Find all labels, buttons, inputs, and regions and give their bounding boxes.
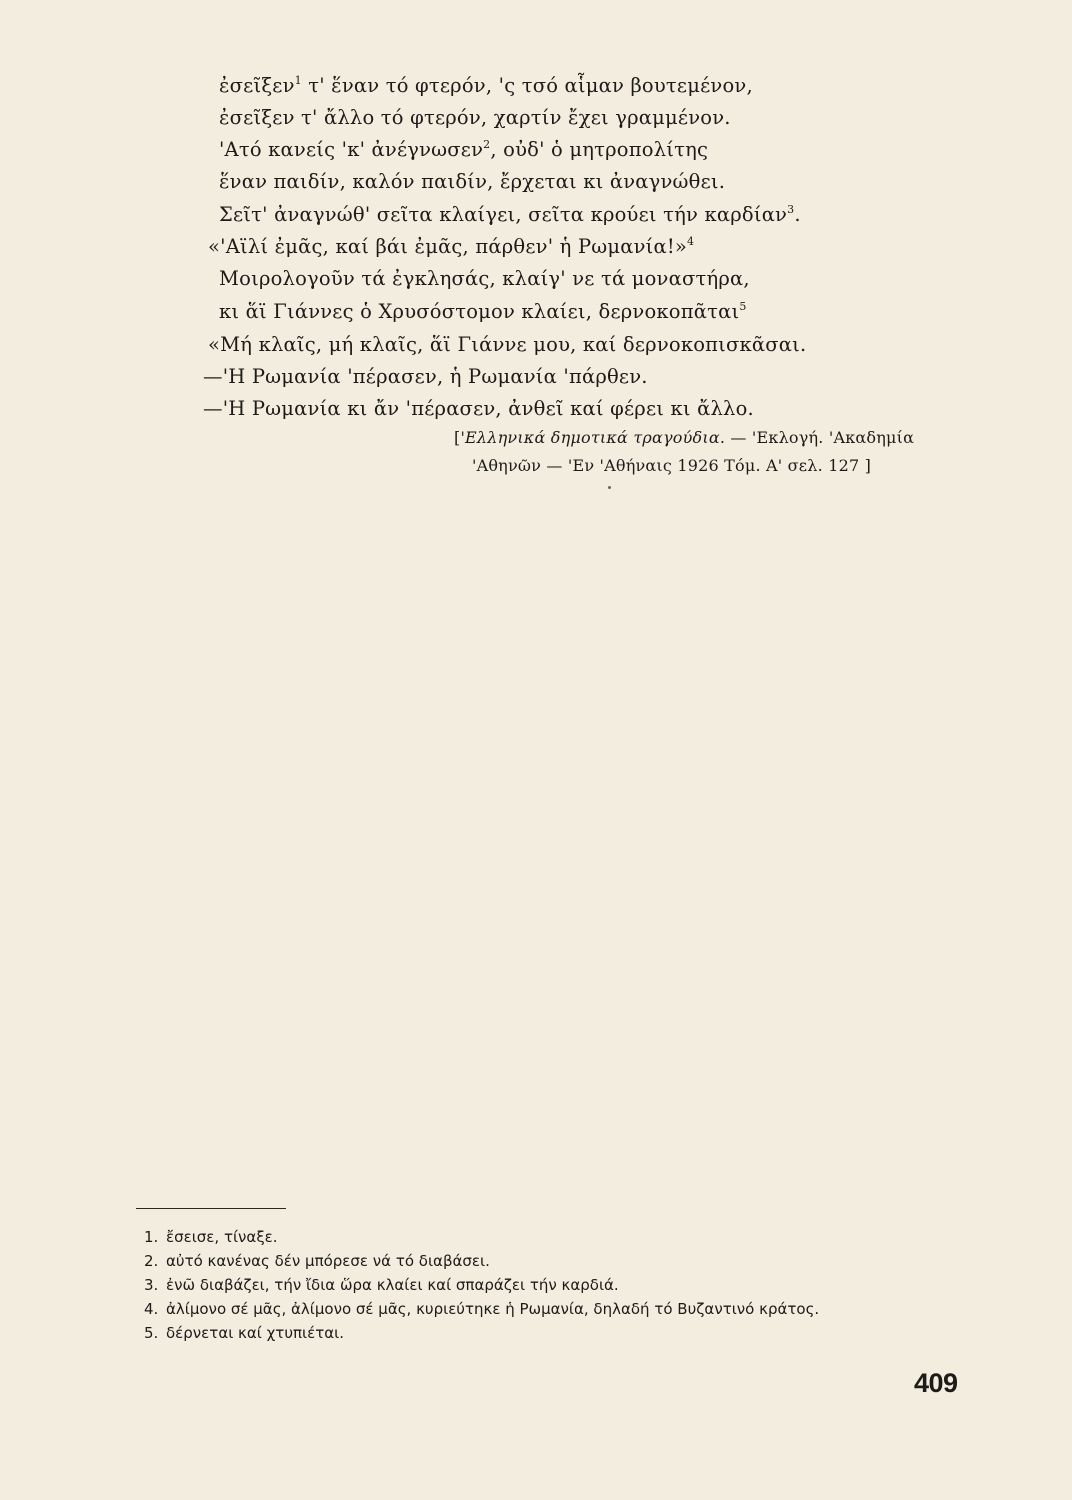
poem-line: 'Ατό κανείς 'κ' ἀνέγνωσεν$^2$, οὐδ' ὁ μητροπολίτης — [219, 138, 709, 161]
poem-line: —'Η Ρωμανία 'πέρασεν, ἡ Ρωμανία 'πάρθεν. — [203, 365, 648, 388]
footnote-separator — [136, 1208, 286, 1209]
footnote: 1. ἔσεισε, τίναξε. — [144, 1228, 278, 1246]
footnote-ref: 1 — [294, 74, 302, 87]
citation-line-2: 'Αθηνῶν — 'Εν 'Αθήναις 1926 Τόμ. Α' σελ. 127 ] — [472, 456, 872, 475]
footnote-ref: 5 — [739, 300, 747, 313]
citation-title: 'Ελληνικά δημοτικά τραγούδια. — [460, 428, 726, 447]
footnote-ref: 4 — [687, 235, 695, 248]
poem-line: ἐσεῖξεν$^1$ τ' ἕναν τό φτερόν, 'ς τσό αἷμαν βουτεμένον, — [219, 74, 753, 97]
poem-line: Σεῖτ' ἀναγνώθ' σεῖτα κλαίγει, σεῖτα κρούει τήν καρδίαν$^3$. — [219, 203, 801, 226]
poem-line: κι ἅϊ Γιάννες ὁ Χρυσόστομον κλαίει, δερνοκοπᾶται$^5$ — [219, 300, 747, 323]
poem-line: ἐσεῖξεν τ' ἄλλο τό φτερόν, χαρτίν ἔχει γραμμένον. — [219, 106, 731, 129]
footnote: 3. ἐνῶ διαβάζει, τήν ἴδια ὥρα κλαίει καί σπαράζει τήν καρδιά. — [144, 1276, 619, 1294]
footnote-ref: 2 — [483, 138, 491, 151]
footnote: 2. αὐτό κανένας δέν μπόρεσε νά τό διαβάσει. — [144, 1252, 490, 1270]
citation-line-1: ['Ελληνικά δημοτικά τραγούδια. — 'Εκλογή. 'Ακαδημία — [454, 428, 915, 447]
print-speck — [608, 486, 611, 489]
footnote: 5. δέρνεται καί χτυπιέται. — [144, 1324, 344, 1342]
poem-line: —'Η Ρωμανία κι ἄν 'πέρασεν, ἀνθεῖ καί φέρει κι ἄλλο. — [203, 397, 754, 420]
footnote: 4. ἀλίμονο σέ μᾶς, ἀλίμονο σέ μᾶς, κυριεύτηκε ἡ Ρωμανία, δηλαδή τό Βυζαντινό κράτος. — [144, 1300, 820, 1318]
poem-line: ἕναν παιδίν, καλόν παιδίν, ἔρχεται κι ἀναγνώθει. — [219, 170, 726, 193]
poem-line: «'Αϊλί ἐμᾶς, καί βάι ἐμᾶς, πάρθεν' ἡ Ρωμανία!»$^4$ — [208, 235, 695, 258]
footnote-ref: 3 — [787, 203, 795, 216]
page-number: 409 — [914, 1368, 958, 1398]
poem-line: Μοιρολογοῦν τά ἐγκλησάς, κλαίγ' νε τά μοναστήρα, — [219, 267, 750, 290]
poem-line: «Μή κλαῖς, μή κλαῖς, ἅϊ Γιάννε μου, καί δερνοκοπισκᾶσαι. — [208, 333, 807, 356]
